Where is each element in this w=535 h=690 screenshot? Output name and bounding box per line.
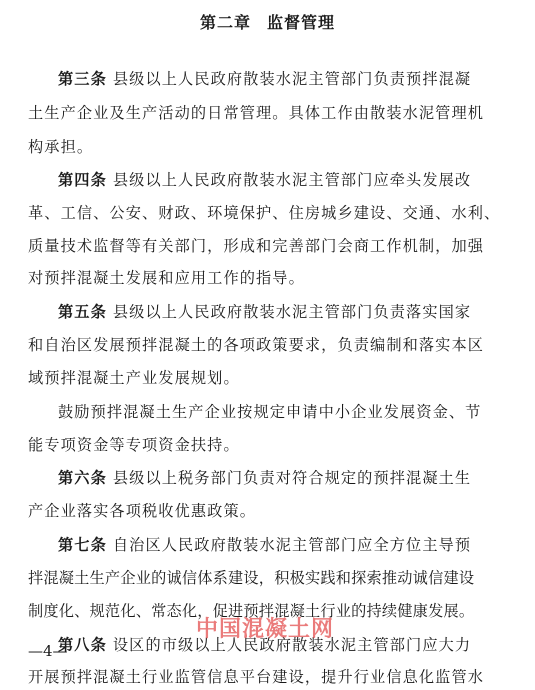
article-4-line-4: 对预拌混凝土发展和应用工作的指导。 xyxy=(28,269,305,287)
article-7-line-2: 拌混凝土生产企业的诚信体系建设，积极实践和探索推动诚信建设 xyxy=(28,569,475,587)
article-5-line-1: 第五条 县级以上人民政府散装水泥主管部门负责落实国家 xyxy=(58,303,472,321)
article-7-line-3: 制度化、规范化、常态化，促进预拌混凝土行业的持续健康发展。 xyxy=(28,602,475,620)
chapter-number: 第二章 xyxy=(199,13,251,32)
chapter-title xyxy=(0,10,535,33)
article-3-line-1: 第三条 县级以上人民政府散装水泥主管部门负责预拌混凝 xyxy=(58,70,472,88)
article-5-line-3: 域预拌混凝土产业发展规划。 xyxy=(28,369,240,387)
article-label: 第六条 xyxy=(58,469,107,487)
chapter-name: 监督管理 xyxy=(267,13,336,32)
article-4-line-2: 革、工信、公安、财政、环境保护、住房城乡建设、交通、水利、 xyxy=(28,204,501,222)
article-7-line-1: 第七条 自治区人民政府散装水泥主管部门应全方位主导预 xyxy=(58,536,472,554)
article-label: 第七条 xyxy=(58,536,107,554)
article-3-line-3: 构承担。 xyxy=(28,138,94,156)
article-label: 第三条 xyxy=(58,70,107,88)
article-8-line-1: 第八条 设区的市级以上人民政府散装水泥主管部门应大力 xyxy=(58,636,472,654)
article-6-line-1: 第六条 县级以上税务部门负责对符合规定的预拌混凝土生 xyxy=(58,469,472,487)
article-label: 第五条 xyxy=(58,303,107,321)
article-4-line-3: 质量技术监督等有关部门，形成和完善部门会商工作机制，加强 xyxy=(28,237,485,255)
article-3-line-2: 土生产企业及生产活动的日常管理。具体工作由散装水泥管理机 xyxy=(28,104,485,122)
article-label: 第四条 xyxy=(58,171,107,189)
article-8-line-2: 开展预拌混凝土行业监管信息平台建设，提升行业信息化监管水 xyxy=(28,668,485,686)
article-6-line-2: 产企业落实各项税收优惠政策。 xyxy=(28,502,257,520)
paragraph-line-1: 鼓励预拌混凝土生产企业按规定申请中小企业发展资金、节 xyxy=(58,403,482,421)
article-4-line-1: 第四条 县级以上人民政府散装水泥主管部门应牵头发展改 xyxy=(58,171,472,189)
article-5-line-2: 和自治区发展预拌混凝土的各项政策要求，负责编制和落实本区 xyxy=(28,336,485,354)
page-number: —4— xyxy=(28,642,68,660)
site-watermark: 中国混凝土网 xyxy=(196,617,335,642)
paragraph-line-2: 能专项资金等专项资金扶持。 xyxy=(28,436,240,454)
article-label: 第八条 xyxy=(58,636,107,654)
